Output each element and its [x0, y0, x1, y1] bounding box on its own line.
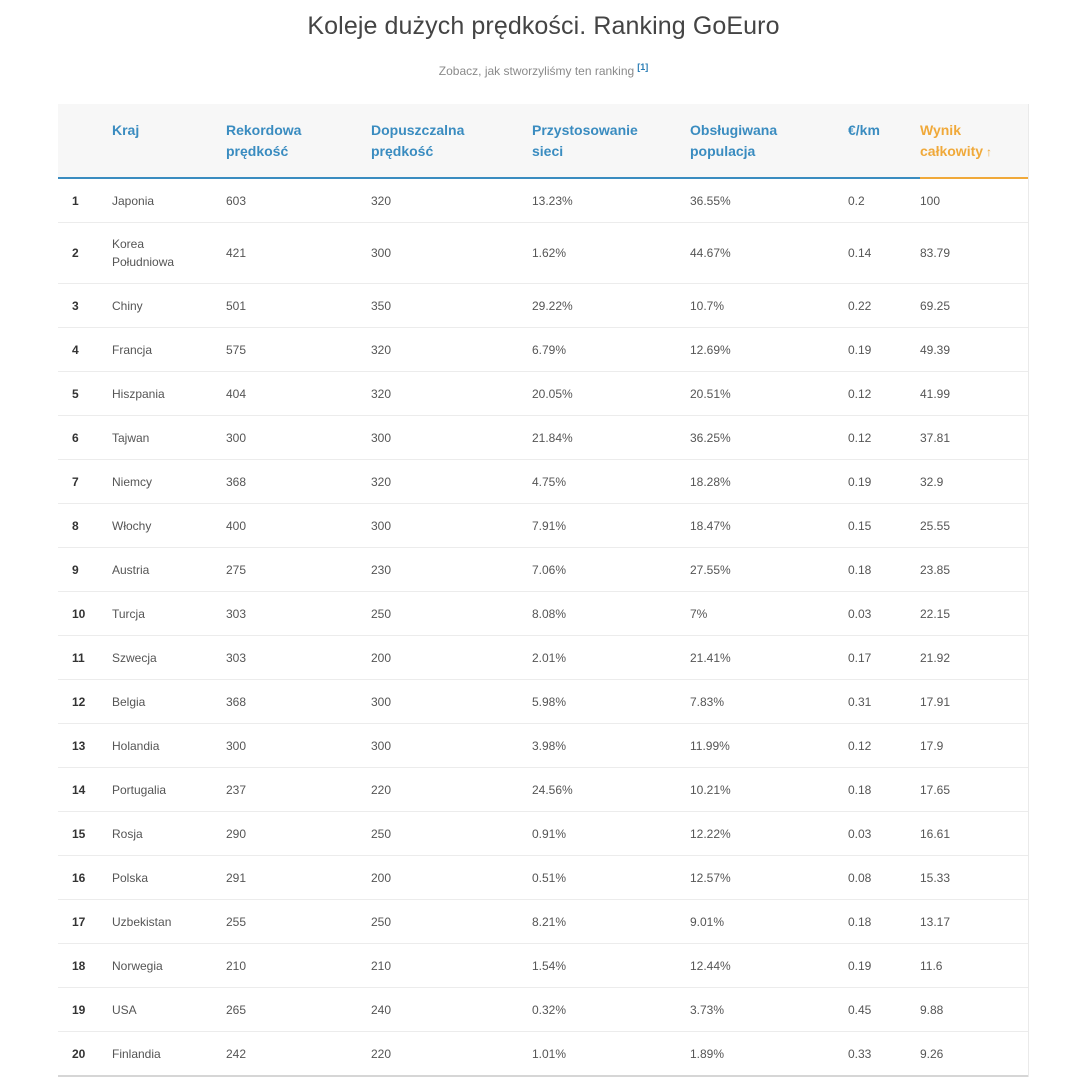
eur-per-km-cell: 0.14: [848, 223, 920, 284]
country-cell: Francja: [112, 328, 226, 372]
record-speed-cell: 255: [226, 900, 371, 944]
allowed-speed-cell: 320: [371, 328, 532, 372]
eur-per-km-cell: 0.12: [848, 724, 920, 768]
network-adaptation-cell: 6.79%: [532, 328, 690, 372]
total-score-cell: 17.65: [920, 768, 1028, 812]
table-row: [58, 504, 1028, 548]
country-cell: Uzbekistan: [112, 900, 226, 944]
column-header-network-adaptation-label: Przystosowanie sieci: [532, 122, 638, 159]
rank-cell: 12: [58, 680, 112, 724]
methodology-reference-link[interactable]: [1]: [637, 62, 649, 72]
allowed-speed-cell: 320: [371, 460, 532, 504]
population-served-cell: 36.55%: [690, 178, 848, 223]
population-served-cell: 21.41%: [690, 636, 848, 680]
population-served-cell: 12.69%: [690, 328, 848, 372]
network-adaptation-cell: 1.54%: [532, 944, 690, 988]
table-row: [58, 592, 1028, 636]
allowed-speed-cell: 300: [371, 504, 532, 548]
record-speed-cell: 501: [226, 284, 371, 328]
total-score-cell: 25.55: [920, 504, 1028, 548]
record-speed-cell: 368: [226, 680, 371, 724]
column-header-population-served[interactable]: [690, 104, 848, 178]
rank-cell: 11: [58, 636, 112, 680]
eur-per-km-cell: 0.18: [848, 900, 920, 944]
eur-per-km-cell: 0.19: [848, 328, 920, 372]
country-cell: Portugalia: [112, 768, 226, 812]
record-speed-cell: 404: [226, 372, 371, 416]
rank-cell: 20: [58, 1032, 112, 1077]
ranking-table: [58, 104, 1028, 1077]
population-served-cell: 18.47%: [690, 504, 848, 548]
total-score-cell: 9.88: [920, 988, 1028, 1032]
eur-per-km-cell: 0.08: [848, 856, 920, 900]
population-served-cell: 11.99%: [690, 724, 848, 768]
rank-cell: 16: [58, 856, 112, 900]
network-adaptation-cell: 8.08%: [532, 592, 690, 636]
column-header-eur-per-km-label: €/km: [848, 122, 880, 138]
allowed-speed-cell: 230: [371, 548, 532, 592]
table-body: [58, 178, 1028, 1076]
total-score-cell: 11.6: [920, 944, 1028, 988]
country-cell: Finlandia: [112, 1032, 226, 1077]
eur-per-km-cell: 0.19: [848, 944, 920, 988]
allowed-speed-cell: 200: [371, 856, 532, 900]
total-score-cell: 23.85: [920, 548, 1028, 592]
rank-cell: 2: [58, 223, 112, 284]
population-served-cell: 9.01%: [690, 900, 848, 944]
rank-cell: 18: [58, 944, 112, 988]
record-speed-cell: 575: [226, 328, 371, 372]
rank-cell: 3: [58, 284, 112, 328]
eur-per-km-cell: 0.03: [848, 812, 920, 856]
table-row: [58, 460, 1028, 504]
population-served-cell: 12.44%: [690, 944, 848, 988]
allowed-speed-cell: 220: [371, 768, 532, 812]
population-served-cell: 3.73%: [690, 988, 848, 1032]
table-row: [58, 988, 1028, 1032]
table-row: [58, 548, 1028, 592]
total-score-cell: 22.15: [920, 592, 1028, 636]
column-header-eur-per-km[interactable]: [848, 104, 920, 178]
column-header-total-score-label: Wynik całkowity: [920, 122, 984, 159]
total-score-cell: 17.9: [920, 724, 1028, 768]
eur-per-km-cell: 0.17: [848, 636, 920, 680]
table-row: [58, 372, 1028, 416]
allowed-speed-cell: 320: [371, 178, 532, 223]
population-served-cell: 1.89%: [690, 1032, 848, 1077]
network-adaptation-cell: 24.56%: [532, 768, 690, 812]
rank-cell: 19: [58, 988, 112, 1032]
network-adaptation-cell: 3.98%: [532, 724, 690, 768]
eur-per-km-cell: 0.12: [848, 416, 920, 460]
country-cell: Włochy: [112, 504, 226, 548]
allowed-speed-cell: 350: [371, 284, 532, 328]
total-score-cell: 32.9: [920, 460, 1028, 504]
table-header: [58, 104, 1028, 178]
eur-per-km-cell: 0.2: [848, 178, 920, 223]
allowed-speed-cell: 300: [371, 416, 532, 460]
population-served-cell: 12.22%: [690, 812, 848, 856]
country-cell: Tajwan: [112, 416, 226, 460]
network-adaptation-cell: 7.91%: [532, 504, 690, 548]
total-score-cell: 41.99: [920, 372, 1028, 416]
network-adaptation-cell: 1.01%: [532, 1032, 690, 1077]
total-score-cell: 9.26: [920, 1032, 1028, 1077]
allowed-speed-cell: 250: [371, 900, 532, 944]
allowed-speed-cell: 300: [371, 680, 532, 724]
total-score-cell: 49.39: [920, 328, 1028, 372]
page-title: Koleje dużych prędkości. Ranking GoEuro: [307, 12, 780, 40]
country-cell: Turcja: [112, 592, 226, 636]
allowed-speed-cell: 300: [371, 724, 532, 768]
ranking-table-container: [58, 104, 1029, 1077]
column-header-population-served-label: Obsługiwana populacja: [690, 122, 778, 159]
country-cell: USA: [112, 988, 226, 1032]
record-speed-cell: 303: [226, 592, 371, 636]
record-speed-cell: 290: [226, 812, 371, 856]
country-cell: Polska: [112, 856, 226, 900]
record-speed-cell: 242: [226, 1032, 371, 1077]
country-cell: Rosja: [112, 812, 226, 856]
country-cell: Norwegia: [112, 944, 226, 988]
allowed-speed-cell: 220: [371, 1032, 532, 1077]
eur-per-km-cell: 0.15: [848, 504, 920, 548]
population-served-cell: 20.51%: [690, 372, 848, 416]
eur-per-km-cell: 0.03: [848, 592, 920, 636]
table-row: [58, 900, 1028, 944]
record-speed-cell: 603: [226, 178, 371, 223]
rank-cell: 17: [58, 900, 112, 944]
total-score-cell: 100: [920, 178, 1028, 223]
table-row: [58, 328, 1028, 372]
column-header-rank: [58, 104, 112, 178]
network-adaptation-cell: 0.32%: [532, 988, 690, 1032]
rank-cell: 1: [58, 178, 112, 223]
rank-cell: 15: [58, 812, 112, 856]
column-header-country-label: Kraj: [112, 122, 140, 138]
rank-cell: 9: [58, 548, 112, 592]
rank-cell: 14: [58, 768, 112, 812]
table-row: [58, 724, 1028, 768]
table-row: [58, 636, 1028, 680]
column-header-network-adaptation[interactable]: [532, 104, 690, 178]
network-adaptation-cell: 29.22%: [532, 284, 690, 328]
table-row: [58, 856, 1028, 900]
country-cell: Chiny: [112, 284, 226, 328]
population-served-cell: 10.7%: [690, 284, 848, 328]
eur-per-km-cell: 0.18: [848, 768, 920, 812]
eur-per-km-cell: 0.18: [848, 548, 920, 592]
table-row: [58, 944, 1028, 988]
methodology-text: Zobacz, jak stworzyliśmy ten ranking: [438, 64, 635, 78]
methodology-note: [0, 62, 1087, 78]
record-speed-cell: 210: [226, 944, 371, 988]
network-adaptation-cell: 0.51%: [532, 856, 690, 900]
network-adaptation-cell: 1.62%: [532, 223, 690, 284]
eur-per-km-cell: 0.19: [848, 460, 920, 504]
record-speed-cell: 300: [226, 416, 371, 460]
record-speed-cell: 275: [226, 548, 371, 592]
network-adaptation-cell: 13.23%: [532, 178, 690, 223]
allowed-speed-cell: 320: [371, 372, 532, 416]
total-score-cell: 69.25: [920, 284, 1028, 328]
allowed-speed-cell: 200: [371, 636, 532, 680]
total-score-cell: 13.17: [920, 900, 1028, 944]
record-speed-cell: 300: [226, 724, 371, 768]
allowed-speed-cell: 210: [371, 944, 532, 988]
total-score-cell: 37.81: [920, 416, 1028, 460]
population-served-cell: 7%: [690, 592, 848, 636]
rank-cell: 4: [58, 328, 112, 372]
record-speed-cell: 303: [226, 636, 371, 680]
header-row: [58, 104, 1028, 178]
total-score-cell: 21.92: [920, 636, 1028, 680]
table-row: [58, 1032, 1028, 1077]
table-row: [58, 223, 1028, 284]
country-cell: Belgia: [112, 680, 226, 724]
record-speed-cell: 421: [226, 223, 371, 284]
eur-per-km-cell: 0.31: [848, 680, 920, 724]
column-header-allowed-speed[interactable]: [371, 104, 532, 178]
record-speed-cell: 291: [226, 856, 371, 900]
population-served-cell: 27.55%: [690, 548, 848, 592]
allowed-speed-cell: 240: [371, 988, 532, 1032]
column-header-total-score[interactable]: [920, 104, 1028, 178]
record-speed-cell: 265: [226, 988, 371, 1032]
country-cell: Hiszpania: [112, 372, 226, 416]
population-served-cell: 7.83%: [690, 680, 848, 724]
table-row: [58, 284, 1028, 328]
column-header-record-speed-label: Rekordowa prędkość: [226, 122, 302, 159]
country-cell: Szwecja: [112, 636, 226, 680]
network-adaptation-cell: 2.01%: [532, 636, 690, 680]
allowed-speed-cell: 250: [371, 592, 532, 636]
table-row: [58, 768, 1028, 812]
rank-cell: 5: [58, 372, 112, 416]
network-adaptation-cell: 20.05%: [532, 372, 690, 416]
allowed-speed-cell: 250: [371, 812, 532, 856]
table-row: [58, 416, 1028, 460]
eur-per-km-cell: 0.33: [848, 1032, 920, 1077]
total-score-cell: 17.91: [920, 680, 1028, 724]
network-adaptation-cell: 4.75%: [532, 460, 690, 504]
country-cell: Korea Południowa: [112, 223, 226, 284]
country-cell: Niemcy: [112, 460, 226, 504]
allowed-speed-cell: 300: [371, 223, 532, 284]
rank-cell: 6: [58, 416, 112, 460]
record-speed-cell: 237: [226, 768, 371, 812]
network-adaptation-cell: 5.98%: [532, 680, 690, 724]
eur-per-km-cell: 0.12: [848, 372, 920, 416]
total-score-cell: 16.61: [920, 812, 1028, 856]
table-row: [58, 178, 1028, 223]
column-header-allowed-speed-label: Dopuszczalna prędkość: [371, 122, 465, 159]
eur-per-km-cell: 0.45: [848, 988, 920, 1032]
population-served-cell: 10.21%: [690, 768, 848, 812]
population-served-cell: 18.28%: [690, 460, 848, 504]
population-served-cell: 36.25%: [690, 416, 848, 460]
eur-per-km-cell: 0.22: [848, 284, 920, 328]
population-served-cell: 44.67%: [690, 223, 848, 284]
record-speed-cell: 368: [226, 460, 371, 504]
country-cell: Japonia: [112, 178, 226, 223]
column-header-country[interactable]: [112, 104, 226, 178]
network-adaptation-cell: 0.91%: [532, 812, 690, 856]
country-cell: Holandia: [112, 724, 226, 768]
table-row: [58, 680, 1028, 724]
column-header-record-speed[interactable]: [226, 104, 371, 178]
network-adaptation-cell: 7.06%: [532, 548, 690, 592]
rank-cell: 7: [58, 460, 112, 504]
population-served-cell: 12.57%: [690, 856, 848, 900]
table-row: [58, 812, 1028, 856]
country-cell: Austria: [112, 548, 226, 592]
sort-ascending-icon: ↑: [986, 145, 993, 159]
network-adaptation-cell: 21.84%: [532, 416, 690, 460]
rank-cell: 8: [58, 504, 112, 548]
rank-cell: 10: [58, 592, 112, 636]
total-score-cell: 83.79: [920, 223, 1028, 284]
total-score-cell: 15.33: [920, 856, 1028, 900]
record-speed-cell: 400: [226, 504, 371, 548]
rank-cell: 13: [58, 724, 112, 768]
network-adaptation-cell: 8.21%: [532, 900, 690, 944]
